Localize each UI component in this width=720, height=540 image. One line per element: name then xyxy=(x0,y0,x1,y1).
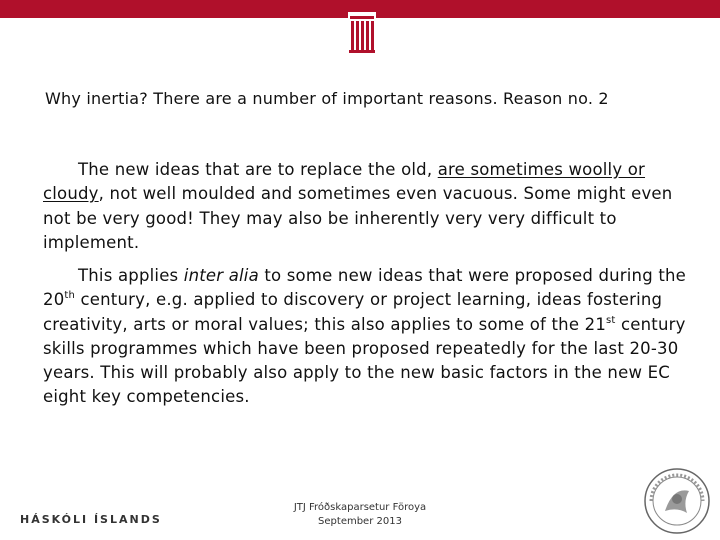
footer-credit xyxy=(270,501,450,529)
university-wordmark: HÁSKÓLI ÍSLANDS xyxy=(20,513,162,526)
slide-title: Why inertia? There are a number of important reasons. Reason no. 2 xyxy=(45,89,609,108)
paragraph-2: This applies inter alia to some new ideas that were proposed during the 20th century, e.g. applied to discovery or project learning, ideas fostering creativity, arts or moral values; this also applies to some of the 21st century skills programmes which have been proposed repeatedly for the last 20-30 years. This will probably also apply to the new basic factors in the new EC eight key competencies. xyxy=(43,266,687,407)
footer-author: JTJ Fróðskaparsetur Föroya xyxy=(293,502,427,513)
paragraph-1: The new ideas that are to replace the old, are sometimes woolly or cloudy, not well moulded and sometimes even vacuous. Some might even not be very good! They may also be inherently very very difficult to implement. xyxy=(43,160,673,252)
university-seal-icon xyxy=(643,467,711,535)
underlined-phrase: are sometimes woolly or cloudy xyxy=(43,160,646,204)
italic-phrase: inter alia xyxy=(183,266,259,285)
footer-date: September 2013 xyxy=(318,516,402,527)
university-logo-icon xyxy=(348,12,376,54)
